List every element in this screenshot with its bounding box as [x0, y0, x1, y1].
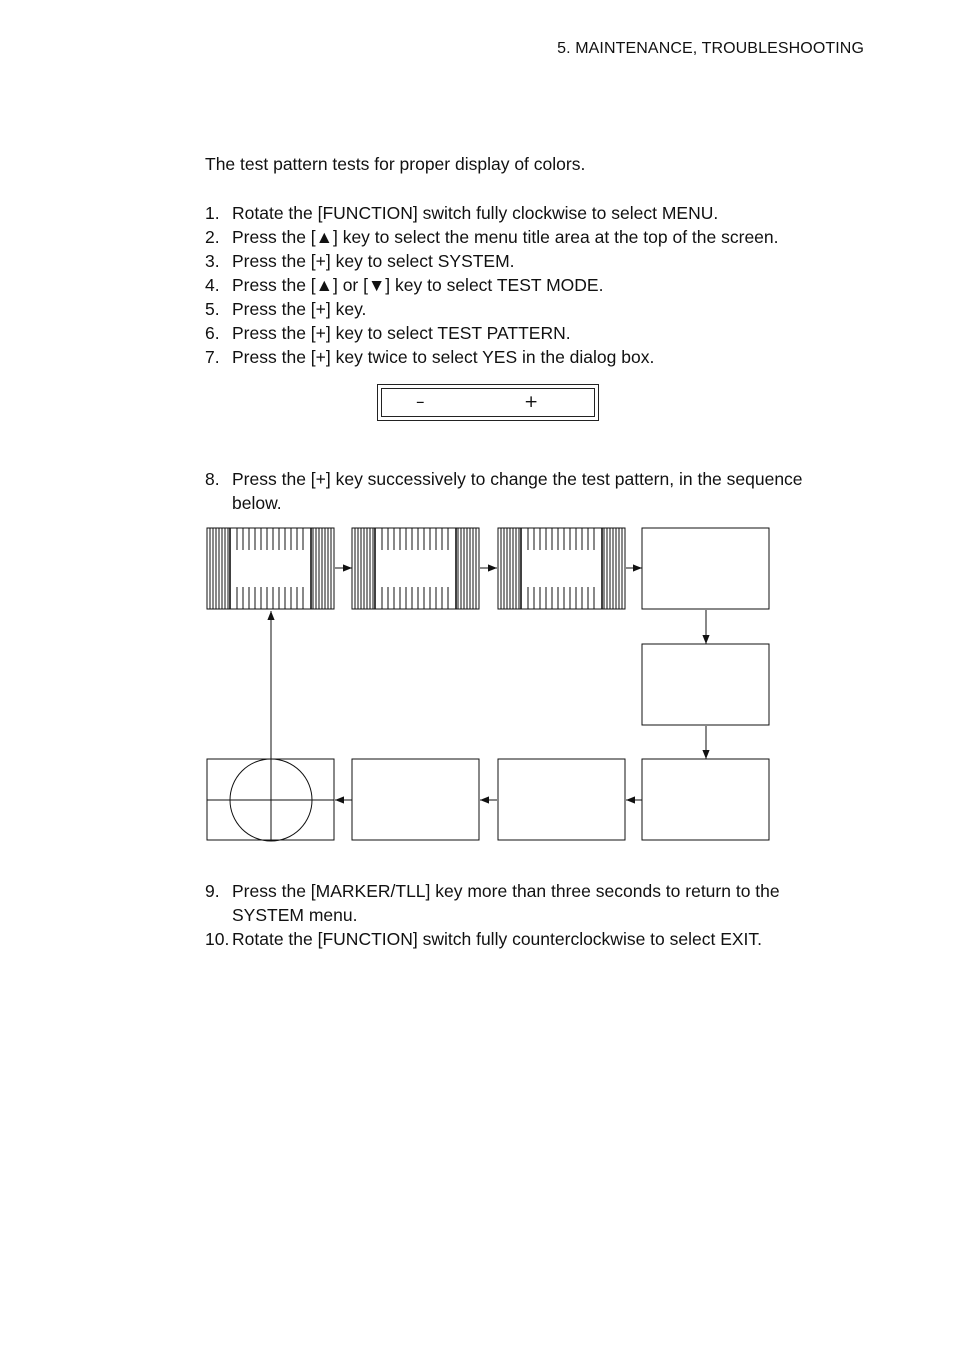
step-text: Press the [+] key to select TEST PATTERN. [232, 323, 571, 343]
plus-symbol: + [524, 392, 539, 412]
test-pattern-screen-bars [207, 528, 334, 609]
step-text: Press the [MARKER/TLL] key more than three seconds to return to the SYSTEM menu. [232, 881, 780, 925]
step-number: 8. [205, 469, 220, 489]
step-text: Press the [+] key twice to select YES in the dialog box. [232, 347, 655, 367]
test-pattern-screen-crosshair [207, 759, 334, 841]
step-item [205, 927, 845, 951]
step-number: 9. [205, 881, 220, 901]
step-number: 10. [205, 929, 230, 949]
minus-symbol: – [416, 392, 425, 412]
test-pattern-screen-bars [352, 528, 479, 609]
step-number: 3. [205, 251, 220, 271]
step-text: Rotate the [FUNCTION] switch fully clockwise to select MENU. [232, 203, 719, 223]
step-text: Press the [+] key. [232, 299, 367, 319]
step-number: 2. [205, 227, 220, 247]
test-pattern-screen-blank [642, 644, 769, 725]
test-pattern-screen-blank [642, 759, 769, 840]
test-pattern-screen-blank [352, 759, 479, 840]
step-number: 7. [205, 347, 220, 367]
test-pattern-screen-blank [642, 528, 769, 609]
step-text: Rotate the [FUNCTION] switch fully counterclockwise to select EXIT. [232, 929, 763, 949]
step-text: Press the [▲] key to select the menu title area at the top of the screen. [232, 227, 779, 247]
step-number: 6. [205, 323, 220, 343]
step-item [205, 879, 845, 927]
test-pattern-screen-blank [498, 759, 625, 840]
step-number: 1. [205, 203, 220, 223]
intro-paragraph: The test pattern tests for proper display of colors. [205, 154, 586, 174]
step-number: 5. [205, 299, 220, 319]
test-pattern-screen-bars [498, 528, 625, 609]
step-text: Press the [+] key to select SYSTEM. [232, 251, 515, 271]
step-number: 4. [205, 275, 220, 295]
step-text: Press the [+] key successively to change the test pattern, in the sequence below. [232, 469, 803, 513]
procedure-steps-3 [205, 879, 845, 951]
section-header: 5. MAINTENANCE, TROUBLESHOOTING [557, 40, 864, 57]
step-text: Press the [▲] or [▼] key to select TEST MODE. [232, 275, 604, 295]
